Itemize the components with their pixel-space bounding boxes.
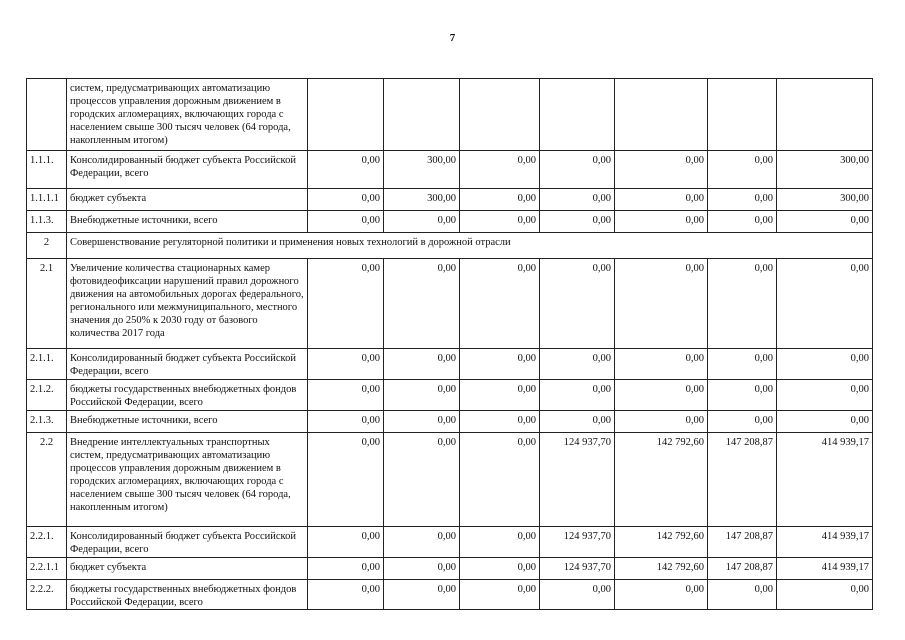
value-cell: 0,00: [540, 349, 615, 380]
value-cell: 0,00: [708, 189, 777, 211]
value-cell: 0,00: [384, 259, 460, 349]
row-name: Внебюджетные источники, всего: [67, 211, 308, 233]
value-cell: 0,00: [308, 211, 384, 233]
value-cell: 0,00: [460, 580, 540, 610]
value-cell: 0,00: [460, 151, 540, 189]
table-row: [27, 433, 873, 527]
table-row: [27, 233, 873, 259]
row-name: Внедрение интеллектуальных транспортных систем, предусматривающих автоматизацию процессов управления дорожным движением в городских агломерациях, включающих города с населением свыше 300 тысяч человек (64 города, накопленным итогом): [67, 433, 308, 527]
row-name: бюджеты государственных внебюджетных фондов Российской Федерации, всего: [67, 580, 308, 610]
value-cell: 0,00: [540, 189, 615, 211]
value-cell: 142 792,60: [615, 433, 708, 527]
value-cell: 0,00: [384, 211, 460, 233]
row-name: бюджеты государственных внебюджетных фондов Российской Федерации, всего: [67, 380, 308, 411]
value-cell: [708, 79, 777, 151]
value-cell: [615, 79, 708, 151]
value-cell: 0,00: [308, 527, 384, 558]
row-number: 2.2: [27, 433, 67, 527]
table-body: [27, 79, 873, 610]
section-title: Совершенствование регуляторной политики и применения новых технологий в дорожной отрасли: [67, 233, 873, 259]
value-cell: 0,00: [708, 580, 777, 610]
value-cell: 0,00: [777, 211, 873, 233]
value-cell: 147 208,87: [708, 527, 777, 558]
value-cell: 0,00: [615, 259, 708, 349]
value-cell: 0,00: [777, 380, 873, 411]
value-cell: 0,00: [615, 151, 708, 189]
value-cell: 0,00: [540, 151, 615, 189]
value-cell: 300,00: [384, 151, 460, 189]
value-cell: 0,00: [460, 259, 540, 349]
value-cell: 147 208,87: [708, 433, 777, 527]
value-cell: 0,00: [308, 380, 384, 411]
row-number: 2.1.1.: [27, 349, 67, 380]
value-cell: 0,00: [308, 259, 384, 349]
value-cell: 142 792,60: [615, 558, 708, 580]
value-cell: 0,00: [708, 349, 777, 380]
row-name: Консолидированный бюджет субъекта Российской Федерации, всего: [67, 151, 308, 189]
row-number: 2.1.2.: [27, 380, 67, 411]
value-cell: 0,00: [777, 580, 873, 610]
value-cell: 0,00: [708, 259, 777, 349]
page-number: 7: [449, 32, 456, 44]
value-cell: 0,00: [615, 349, 708, 380]
value-cell: 124 937,70: [540, 558, 615, 580]
value-cell: 0,00: [384, 558, 460, 580]
value-cell: 414 939,17: [777, 558, 873, 580]
table-row: [27, 380, 873, 411]
table-row: [27, 558, 873, 580]
table-row: [27, 151, 873, 189]
value-cell: 0,00: [308, 349, 384, 380]
value-cell: 300,00: [384, 189, 460, 211]
value-cell: 0,00: [308, 151, 384, 189]
value-cell: 0,00: [384, 527, 460, 558]
table-row: [27, 349, 873, 380]
row-name: Консолидированный бюджет субъекта Российской Федерации, всего: [67, 349, 308, 380]
value-cell: 0,00: [384, 349, 460, 380]
value-cell: 0,00: [708, 411, 777, 433]
value-cell: 0,00: [308, 580, 384, 610]
value-cell: 0,00: [615, 580, 708, 610]
value-cell: 0,00: [308, 558, 384, 580]
value-cell: 0,00: [540, 411, 615, 433]
value-cell: 142 792,60: [615, 527, 708, 558]
row-number: 2: [27, 233, 67, 259]
row-name: систем, предусматривающих автоматизацию процессов управления дорожным движением в городских агломерациях, включающих города с населением свыше 300 тысяч человек (64 города, накопленным итогом): [67, 79, 308, 151]
value-cell: 0,00: [708, 380, 777, 411]
value-cell: 0,00: [460, 349, 540, 380]
row-number: 2.2.1.1: [27, 558, 67, 580]
row-number: [27, 79, 67, 151]
row-name: бюджет субъекта: [67, 189, 308, 211]
row-name: Внебюджетные источники, всего: [67, 411, 308, 433]
table-row: [27, 189, 873, 211]
value-cell: 0,00: [460, 527, 540, 558]
value-cell: 300,00: [777, 189, 873, 211]
value-cell: 0,00: [777, 349, 873, 380]
row-name: бюджет субъекта: [67, 558, 308, 580]
row-number: 1.1.1.: [27, 151, 67, 189]
table-row: [27, 259, 873, 349]
value-cell: 0,00: [708, 211, 777, 233]
value-cell: 0,00: [540, 259, 615, 349]
row-number: 1.1.1.1: [27, 189, 67, 211]
budget-table: [26, 78, 873, 610]
table-row: [27, 411, 873, 433]
value-cell: 0,00: [708, 151, 777, 189]
value-cell: 300,00: [777, 151, 873, 189]
value-cell: 0,00: [777, 259, 873, 349]
value-cell: 0,00: [615, 411, 708, 433]
value-cell: [384, 79, 460, 151]
value-cell: 0,00: [460, 211, 540, 233]
row-number: 1.1.3.: [27, 211, 67, 233]
value-cell: 0,00: [384, 380, 460, 411]
table-row: [27, 580, 873, 610]
value-cell: [460, 79, 540, 151]
value-cell: 147 208,87: [708, 558, 777, 580]
value-cell: 0,00: [615, 189, 708, 211]
value-cell: 0,00: [460, 433, 540, 527]
value-cell: 0,00: [384, 580, 460, 610]
value-cell: 124 937,70: [540, 527, 615, 558]
value-cell: 124 937,70: [540, 433, 615, 527]
value-cell: 0,00: [460, 558, 540, 580]
value-cell: 0,00: [384, 411, 460, 433]
value-cell: 414 939,17: [777, 527, 873, 558]
table-row: [27, 527, 873, 558]
value-cell: 414 939,17: [777, 433, 873, 527]
value-cell: 0,00: [308, 433, 384, 527]
value-cell: 0,00: [460, 380, 540, 411]
value-cell: 0,00: [777, 411, 873, 433]
value-cell: 0,00: [308, 189, 384, 211]
value-cell: 0,00: [384, 433, 460, 527]
value-cell: 0,00: [615, 211, 708, 233]
row-name: Консолидированный бюджет субъекта Российской Федерации, всего: [67, 527, 308, 558]
table-row: [27, 79, 873, 151]
value-cell: 0,00: [615, 380, 708, 411]
value-cell: [540, 79, 615, 151]
row-number: 2.2.1.: [27, 527, 67, 558]
row-number: 2.1.3.: [27, 411, 67, 433]
value-cell: 0,00: [460, 411, 540, 433]
value-cell: [777, 79, 873, 151]
row-name: Увеличение количества стационарных камер фотовидеофиксации нарушений правил дорожного движения на автомобильных дорогах федерального, регионального или межмуниципального, местного значения до 250% к 2030 году от базового количества 2017 года: [67, 259, 308, 349]
row-number: 2.1: [27, 259, 67, 349]
value-cell: 0,00: [540, 211, 615, 233]
value-cell: 0,00: [460, 189, 540, 211]
value-cell: [308, 79, 384, 151]
row-number: 2.2.2.: [27, 580, 67, 610]
value-cell: 0,00: [308, 411, 384, 433]
table-row: [27, 211, 873, 233]
value-cell: 0,00: [540, 580, 615, 610]
value-cell: 0,00: [540, 380, 615, 411]
